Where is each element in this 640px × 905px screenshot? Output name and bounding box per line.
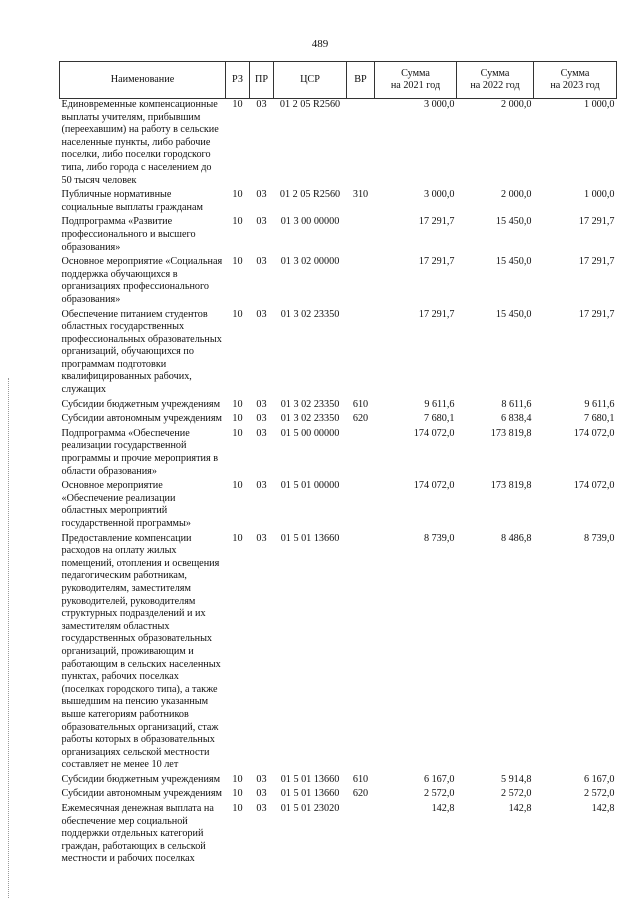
table-row bbox=[60, 413, 617, 428]
row-sum-2021: 17 291,7 bbox=[418, 256, 455, 268]
row-pr: 03 bbox=[256, 398, 267, 410]
row-sum-2021: 17 291,7 bbox=[418, 216, 455, 228]
table-row bbox=[60, 788, 617, 803]
row-sum-2023: 9 611,6 bbox=[584, 398, 615, 410]
row-csr: 01 2 05 R2560 bbox=[279, 189, 341, 201]
row-name: Основное мероприятие «Обеспечение реализации областных мероприятий государственной программы» bbox=[61, 480, 191, 529]
row-vr bbox=[347, 428, 375, 480]
row-name: Основное мероприятие «Социальная поддержка обучающихся в организациях профессионального образования» bbox=[61, 256, 223, 305]
table-row bbox=[60, 774, 617, 789]
row-name: Субсидии автономным учреждениям bbox=[61, 413, 222, 425]
row-pr: 03 bbox=[256, 99, 267, 110]
header-sum-2022-line1: Сумма bbox=[480, 68, 510, 79]
row-sum-2023: 17 291,7 bbox=[578, 256, 615, 268]
row-sum-2022: 2 000,0 bbox=[500, 189, 532, 201]
row-sum-2023: 7 680,1 bbox=[583, 413, 615, 425]
row-csr: 01 3 02 23350 bbox=[280, 413, 340, 425]
row-vr bbox=[347, 99, 375, 190]
table-row bbox=[60, 399, 617, 414]
row-csr: 01 3 02 23350 bbox=[280, 398, 340, 410]
row-sum-2022: 15 450,0 bbox=[495, 256, 532, 268]
row-sum-2023: 6 167,0 bbox=[583, 773, 615, 785]
row-name: Субсидии автономным учреждениям bbox=[61, 788, 222, 800]
row-sum-2023: 1 000,0 bbox=[583, 189, 615, 201]
header-sum-2023 bbox=[534, 62, 617, 99]
row-csr: 01 5 01 13660 bbox=[280, 532, 340, 544]
header-sum-2021-line1: Сумма bbox=[401, 68, 430, 79]
table-row bbox=[60, 99, 617, 190]
table-row bbox=[60, 428, 617, 480]
header-sum-2021 bbox=[375, 62, 457, 99]
margin-dotted-line bbox=[8, 378, 11, 898]
row-vr bbox=[347, 256, 375, 308]
row-sum-2023: 174 072,0 bbox=[573, 480, 615, 492]
row-sum-2021: 174 072,0 bbox=[413, 480, 455, 492]
row-pr: 03 bbox=[256, 773, 267, 785]
row-pr: 03 bbox=[256, 413, 267, 425]
row-name: Субсидии бюджетным учреждениям bbox=[61, 398, 221, 410]
row-sum-2023: 17 291,7 bbox=[578, 216, 615, 228]
row-vr bbox=[347, 216, 375, 256]
row-rz: 10 bbox=[232, 256, 243, 268]
row-sum-2023: 142,8 bbox=[591, 803, 615, 815]
row-sum-2022: 8 611,6 bbox=[501, 398, 532, 410]
row-csr: 01 2 05 R2560 bbox=[279, 99, 341, 110]
row-name: Ежемесячная денежная выплата на обеспечение мер социальной поддержки отдельных категорий граждан, работающих в сельской местности и рабочих поселках bbox=[61, 803, 214, 865]
row-sum-2021: 142,8 bbox=[431, 803, 455, 815]
row-pr: 03 bbox=[256, 216, 267, 228]
row-sum-2022: 2 572,0 bbox=[500, 788, 532, 800]
row-pr: 03 bbox=[256, 189, 267, 201]
row-vr bbox=[347, 533, 375, 774]
row-sum-2021: 9 611,6 bbox=[424, 398, 455, 410]
row-sum-2023: 17 291,7 bbox=[578, 308, 615, 320]
row-sum-2022: 15 450,0 bbox=[495, 216, 532, 228]
row-rz: 10 bbox=[232, 189, 243, 201]
row-sum-2021: 8 739,0 bbox=[423, 532, 455, 544]
page-number: 489 bbox=[311, 38, 329, 50]
row-name: Предоставление компенсации расходов на оплату жилых помещений, отопления и освещения педагогическим работникам, руководителям, заместителям руководителей, руководителям структурных подразделений и их заместителям областных государственных образовательных организаций, проживающим и работающим в сельских населенных пунктах, рабочих поселках (поселках городского типа), а также вышедшим на пенсию указанным выше категориям работников образовательных организаций, стаж работы которых в образовательных организациях сельской местности составляет не менее 10 лет bbox=[61, 532, 221, 771]
table-row bbox=[60, 189, 617, 216]
header-sum-2021-line2: на 2021 год bbox=[390, 80, 441, 91]
row-sum-2022: 142,8 bbox=[508, 803, 532, 815]
row-sum-2021: 7 680,1 bbox=[423, 413, 455, 425]
row-sum-2021: 174 072,0 bbox=[413, 427, 455, 439]
row-rz: 10 bbox=[232, 427, 243, 439]
row-vr: 310 bbox=[352, 189, 369, 201]
row-rz: 10 bbox=[232, 216, 243, 228]
table-row bbox=[60, 533, 617, 774]
row-sum-2022: 5 914,8 bbox=[500, 773, 532, 785]
row-pr: 03 bbox=[256, 256, 267, 268]
row-sum-2022: 6 838,4 bbox=[500, 413, 532, 425]
row-pr: 03 bbox=[256, 803, 267, 815]
row-name: Публичные нормативные социальные выплаты гражданам bbox=[61, 189, 203, 213]
row-vr: 620 bbox=[352, 788, 369, 800]
row-csr: 01 5 01 00000 bbox=[280, 480, 340, 492]
row-csr: 01 5 01 23020 bbox=[280, 803, 340, 815]
row-name: Субсидии бюджетным учреждениям bbox=[61, 773, 221, 785]
row-vr bbox=[347, 309, 375, 399]
row-csr: 01 3 02 00000 bbox=[280, 256, 340, 268]
row-name: Обеспечение питанием студентов областных государственных профессиональных образовательных организаций, обучающихся по программам подготовки квалифицированных рабочих, служащих bbox=[61, 308, 222, 396]
row-sum-2021: 2 572,0 bbox=[423, 788, 455, 800]
row-sum-2022: 173 819,8 bbox=[490, 427, 532, 439]
row-sum-2022: 2 000,0 bbox=[500, 99, 532, 110]
row-sum-2022: 8 486,8 bbox=[500, 532, 532, 544]
row-sum-2023: 8 739,0 bbox=[583, 532, 615, 544]
table-row bbox=[60, 309, 617, 399]
row-pr: 03 bbox=[256, 308, 267, 320]
row-sum-2021: 3 000,0 bbox=[423, 189, 455, 201]
table-row bbox=[60, 480, 617, 532]
row-rz: 10 bbox=[232, 398, 243, 410]
table-row bbox=[60, 803, 617, 868]
header-rz: РЗ bbox=[226, 62, 250, 99]
row-rz: 10 bbox=[232, 803, 243, 815]
header-sum-2022 bbox=[457, 62, 534, 99]
row-sum-2021: 3 000,0 bbox=[423, 99, 455, 110]
row-rz: 10 bbox=[232, 532, 243, 544]
row-csr: 01 5 01 13660 bbox=[280, 773, 340, 785]
row-name: Подпрограмма «Обеспечение реализации государственной программы и прочие мероприятия в области образования» bbox=[61, 427, 219, 477]
row-pr: 03 bbox=[256, 427, 267, 439]
header-pr: ПР bbox=[250, 62, 274, 99]
row-rz: 10 bbox=[232, 308, 243, 320]
row-rz: 10 bbox=[232, 99, 243, 110]
table-body bbox=[60, 99, 617, 869]
table-header bbox=[60, 62, 617, 99]
row-sum-2021: 17 291,7 bbox=[418, 308, 455, 320]
row-csr: 01 5 00 00000 bbox=[280, 427, 340, 439]
header-name: Наименование bbox=[60, 62, 226, 99]
row-pr: 03 bbox=[256, 788, 267, 800]
table-row bbox=[60, 216, 617, 256]
row-sum-2023: 174 072,0 bbox=[573, 427, 615, 439]
row-vr bbox=[347, 480, 375, 532]
row-sum-2022: 15 450,0 bbox=[495, 308, 532, 320]
header-sum-2023-line2: на 2023 год bbox=[550, 80, 600, 91]
row-name: Единовременные компенсационные выплаты учителям, прибывшим (переехавшим) на работу в сельские населенные пункты, либо рабочие поселки, либо поселки городского типа, либо города с населением до 50 тысяч человек bbox=[61, 99, 219, 186]
row-vr: 610 bbox=[352, 398, 369, 410]
row-rz: 10 bbox=[232, 788, 243, 800]
row-sum-2021: 6 167,0 bbox=[423, 773, 455, 785]
row-sum-2023: 1 000,0 bbox=[583, 99, 615, 110]
row-name: Подпрограмма «Развитие профессионального и высшего образования» bbox=[61, 216, 196, 253]
row-sum-2022: 173 819,8 bbox=[490, 480, 532, 492]
row-sum-2023: 2 572,0 bbox=[583, 788, 615, 800]
row-csr: 01 5 01 13660 bbox=[280, 788, 340, 800]
header-csr: ЦСР bbox=[274, 62, 347, 99]
row-pr: 03 bbox=[256, 532, 267, 544]
row-vr bbox=[347, 803, 375, 868]
header-sum-2022-line2: на 2022 год bbox=[470, 80, 520, 91]
row-rz: 10 bbox=[232, 480, 243, 492]
row-rz: 10 bbox=[232, 413, 243, 425]
header-vr: ВР bbox=[347, 62, 375, 99]
row-vr: 620 bbox=[352, 413, 369, 425]
row-vr: 610 bbox=[352, 773, 369, 785]
row-csr: 01 3 00 00000 bbox=[280, 216, 340, 228]
row-csr: 01 3 02 23350 bbox=[280, 308, 340, 320]
row-rz: 10 bbox=[232, 773, 243, 785]
row-pr: 03 bbox=[256, 480, 267, 492]
header-sum-2023-line1: Сумма bbox=[560, 68, 590, 79]
budget-table bbox=[59, 61, 617, 868]
table-row bbox=[60, 256, 617, 308]
